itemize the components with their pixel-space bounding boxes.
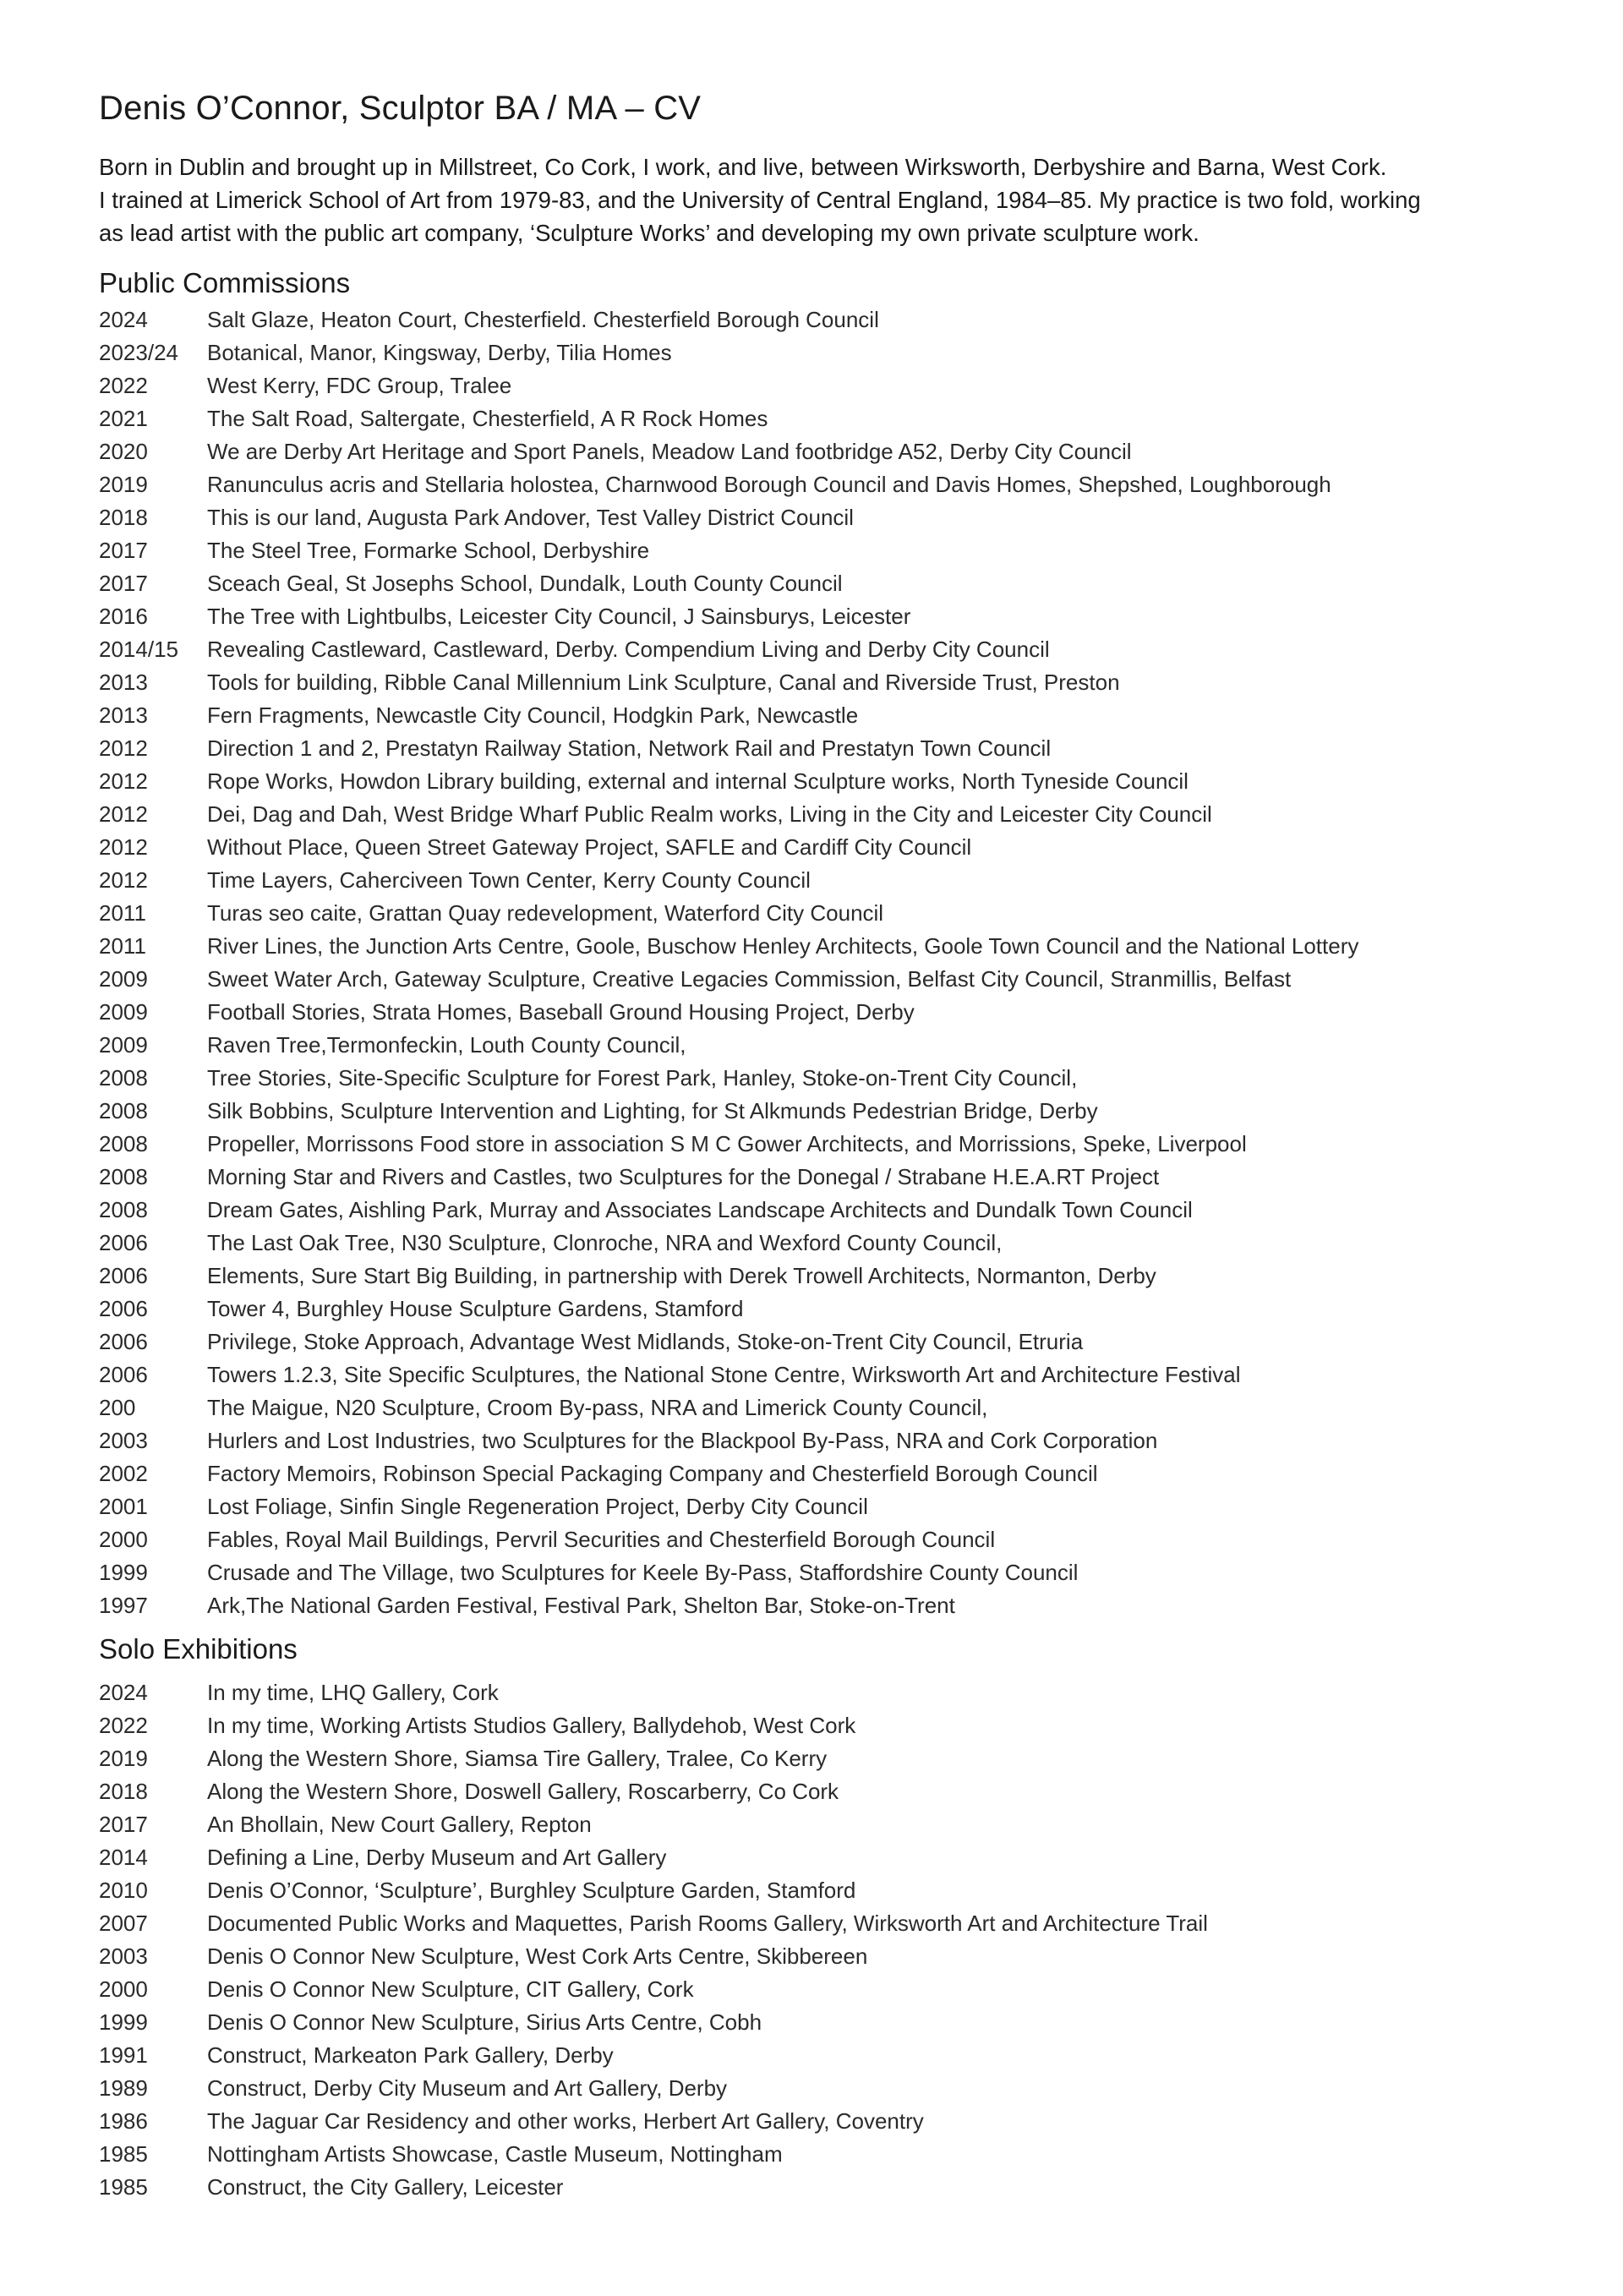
entry-description: West Kerry, FDC Group, Tralee	[207, 373, 512, 398]
entry-year: 2012	[99, 735, 148, 761]
list-item	[99, 1907, 1553, 1940]
entry-year: 2006	[99, 1263, 148, 1288]
intro-line: I trained at Limerick School of Art from 1979-83, and the University of Central England, 1984–85. My practice is two fold, working	[99, 187, 1421, 213]
list-item	[99, 1841, 1553, 1874]
entry-description: Along the Western Shore, Siamsa Tire Gallery, Tralee, Co Kerry	[207, 1746, 828, 1771]
list-item	[99, 831, 1553, 864]
list-item	[99, 1709, 1553, 1742]
list-item	[99, 1326, 1553, 1358]
entry-description: Dream Gates, Aishling Park, Murray and Associates Landscape Architects and Dundalk Town Council	[207, 1197, 1193, 1222]
list-item	[99, 666, 1553, 699]
list-item	[99, 534, 1553, 567]
entry-year: 2020	[99, 439, 148, 464]
entry-year: 2019	[99, 472, 148, 497]
entry-description: Salt Glaze, Heaton Court, Chesterfield. Chesterfield Borough Council	[207, 307, 879, 332]
entry-description: Factory Memoirs, Robinson Special Packaging Company and Chesterfield Borough Council	[207, 1461, 1098, 1486]
entry-year: 2024	[99, 1680, 148, 1705]
list-item	[99, 1775, 1553, 1808]
entry-year: 2014	[99, 1845, 148, 1870]
entry-description: The Salt Road, Saltergate, Chesterfield, A R Rock Homes	[207, 406, 768, 431]
entry-year: 2009	[99, 999, 148, 1025]
entry-description: Crusade and The Village, two Sculptures for Keele By-Pass, Staffordshire County Council	[207, 1560, 1079, 1585]
entry-year: 2022	[99, 1713, 148, 1738]
list-item	[99, 699, 1553, 732]
entry-description: Tower 4, Burghley House Sculpture Gardens, Stamford	[207, 1296, 744, 1321]
solo-exhibitions-heading: Solo Exhibitions	[99, 1633, 298, 1665]
entry-year: 2011	[99, 900, 146, 926]
entry-description: Morning Star and Rivers and Castles, two Sculptures for the Donegal / Strabane H.E.A.RT Project	[207, 1164, 1160, 1189]
list-item	[99, 1391, 1553, 1424]
intro-line: Born in Dublin and brought up in Millstreet, Co Cork, I work, and live, between Wirksworth, Derbyshire and Barna, West Cork.	[99, 154, 1387, 180]
entry-year: 2013	[99, 702, 148, 728]
entry-description: In my time, LHQ Gallery, Cork	[207, 1680, 499, 1705]
list-item	[99, 1260, 1553, 1293]
entry-description: Documented Public Works and Maquettes, Parish Rooms Gallery, Wirksworth Art and Architecture Trail	[207, 1911, 1208, 1936]
list-item	[99, 1457, 1553, 1490]
list-item	[99, 1523, 1553, 1556]
list-item	[99, 633, 1553, 666]
list-item	[99, 798, 1553, 831]
entry-year: 2008	[99, 1065, 148, 1091]
entry-description: The Steel Tree, Formarke School, Derbyshire	[207, 538, 650, 563]
list-item	[99, 303, 1553, 336]
list-item	[99, 1742, 1553, 1775]
list-item	[99, 732, 1553, 765]
entry-year: 1997	[99, 1593, 148, 1618]
entry-year: 2021	[99, 406, 148, 431]
entry-description: Without Place, Queen Street Gateway Project, SAFLE and Cardiff City Council	[207, 834, 972, 860]
entry-year: 2018	[99, 505, 148, 530]
entry-description: Turas seo caite, Grattan Quay redevelopment, Waterford City Council	[207, 900, 884, 926]
entry-year: 2001	[99, 1494, 148, 1519]
entry-year: 2008	[99, 1164, 148, 1189]
public-commissions-heading: Public Commissions	[99, 267, 351, 298]
list-item	[99, 501, 1553, 534]
entry-description: An Bhollain, New Court Gallery, Repton	[207, 1812, 592, 1837]
list-item	[99, 435, 1553, 468]
list-item	[99, 1095, 1553, 1128]
entry-description: Along the Western Shore, Doswell Gallery, Roscarberry, Co Cork	[207, 1779, 839, 1804]
list-item	[99, 1808, 1553, 1841]
entry-year: 2014/15	[99, 637, 178, 662]
list-item	[99, 963, 1553, 996]
entry-description: Denis O Connor New Sculpture, Sirius Arts Centre, Cobh	[207, 2009, 762, 2035]
list-item	[99, 897, 1553, 930]
entry-description: Privilege, Stoke Approach, Advantage West Midlands, Stoke-on-Trent City Council, Etruria	[207, 1329, 1084, 1354]
entry-year: 1991	[99, 2042, 148, 2068]
entry-year: 2012	[99, 867, 148, 893]
list-item	[99, 336, 1553, 369]
entry-description: We are Derby Art Heritage and Sport Panels, Meadow Land footbridge A52, Derby City Council	[207, 439, 1132, 464]
entry-description: Botanical, Manor, Kingsway, Derby, Tilia Homes	[207, 340, 672, 365]
entry-description: Nottingham Artists Showcase, Castle Museum, Nottingham	[207, 2141, 783, 2167]
entry-description: Tree Stories, Site-Specific Sculpture for Forest Park, Hanley, Stoke-on-Trent City Council,	[207, 1065, 1078, 1091]
entry-description: Fern Fragments, Newcastle City Council, Hodgkin Park, Newcastle	[207, 702, 859, 728]
entry-description: Raven Tree,Termonfeckin, Louth County Council,	[207, 1032, 686, 1058]
entry-year: 2006	[99, 1230, 148, 1255]
entry-description: Denis O Connor New Sculpture, CIT Gallery, Cork	[207, 1976, 694, 2002]
list-item	[99, 1589, 1553, 1622]
entry-year: 2017	[99, 538, 148, 563]
entry-year: 2012	[99, 768, 148, 794]
entry-description: Ark,The National Garden Festival, Festival Park, Shelton Bar, Stoke-on-Trent	[207, 1593, 955, 1618]
entry-year: 1985	[99, 2141, 148, 2167]
entry-year: 2003	[99, 1943, 148, 1969]
entry-year: 2006	[99, 1362, 148, 1387]
entry-year: 2012	[99, 834, 148, 860]
entry-year: 2012	[99, 801, 148, 827]
list-item	[99, 930, 1553, 963]
entry-description: Construct, the City Gallery, Leicester	[207, 2174, 564, 2200]
entry-description: The Tree with Lightbulbs, Leicester City Council, J Sainsburys, Leicester	[207, 604, 911, 629]
list-item	[99, 1161, 1553, 1194]
entry-year: 1986	[99, 2108, 148, 2134]
entry-year: 2007	[99, 1911, 148, 1936]
entry-year: 1999	[99, 2009, 148, 2035]
entry-description: Sweet Water Arch, Gateway Sculpture, Creative Legacies Commission, Belfast City Council, Stranmillis, Belfast	[207, 966, 1292, 992]
entry-description: Dei, Dag and Dah, West Bridge Wharf Public Realm works, Living in the City and Leicester City Council	[207, 801, 1212, 827]
list-item	[99, 402, 1553, 435]
entry-description: Rope Works, Howdon Library building, external and internal Sculpture works, North Tyneside Council	[207, 768, 1189, 794]
entry-description: Time Layers, Caherciveen Town Center, Kerry County Council	[207, 867, 811, 893]
entry-year: 2013	[99, 670, 148, 695]
entry-description: This is our land, Augusta Park Andover, Test Valley District Council	[207, 505, 854, 530]
entry-year: 2017	[99, 571, 148, 596]
entry-year: 2011	[99, 933, 146, 959]
list-item	[99, 567, 1553, 600]
list-item	[99, 2171, 1553, 2204]
entry-description: Direction 1 and 2, Prestatyn Railway Station, Network Rail and Prestatyn Town Council	[207, 735, 1052, 761]
entry-description: Construct, Derby City Museum and Art Gallery, Derby	[207, 2075, 728, 2101]
public-commissions-list	[99, 303, 1553, 1622]
list-item	[99, 1940, 1553, 1973]
entry-description: Lost Foliage, Sinfin Single Regeneration Project, Derby City Council	[207, 1494, 868, 1519]
entry-description: Defining a Line, Derby Museum and Art Gallery	[207, 1845, 667, 1870]
entry-year: 2008	[99, 1131, 148, 1156]
entry-description: Denis O’Connor, ‘Sculpture’, Burghley Sculpture Garden, Stamford	[207, 1878, 856, 1903]
entry-year: 2008	[99, 1197, 148, 1222]
list-item	[99, 1358, 1553, 1391]
intro-line: as lead artist with the public art company, ‘Sculpture Works’ and developing my own private sculpture work.	[99, 220, 1199, 246]
intro-paragraph	[99, 150, 1553, 249]
entry-year: 2003	[99, 1428, 148, 1453]
entry-year: 2006	[99, 1329, 148, 1354]
list-item	[99, 1029, 1553, 1062]
entry-year: 2000	[99, 1976, 148, 2002]
list-item	[99, 600, 1553, 633]
entry-description: River Lines, the Junction Arts Centre, Goole, Buschow Henley Architects, Goole Town Council and the National Lottery	[207, 933, 1359, 959]
entry-year: 2024	[99, 307, 148, 332]
entry-year: 2009	[99, 966, 148, 992]
list-item	[99, 1128, 1553, 1161]
entry-description: Revealing Castleward, Castleward, Derby. Compendium Living and Derby City Council	[207, 637, 1050, 662]
entry-year: 2002	[99, 1461, 148, 1486]
entry-description: Sceach Geal, St Josephs School, Dundalk, Louth County Council	[207, 571, 843, 596]
list-item	[99, 1194, 1553, 1227]
list-item	[99, 1062, 1553, 1095]
entry-description: The Maigue, N20 Sculpture, Croom By-pass, NRA and Limerick County Council,	[207, 1395, 988, 1420]
entry-year: 1989	[99, 2075, 148, 2101]
entry-year: 2017	[99, 1812, 148, 1837]
entry-year: 2016	[99, 604, 148, 629]
entry-year: 2006	[99, 1296, 148, 1321]
list-item	[99, 996, 1553, 1029]
list-item	[99, 2138, 1553, 2171]
entry-description: Fables, Royal Mail Buildings, Pervril Securities and Chesterfield Borough Council	[207, 1527, 996, 1552]
entry-description: Ranunculus acris and Stellaria holostea, Charnwood Borough Council and Davis Homes, Shepshed, Loughborough	[207, 472, 1331, 497]
entry-description: Silk Bobbins, Sculpture Intervention and Lighting, for St Alkmunds Pedestrian Bridge, Derby	[207, 1098, 1098, 1123]
entry-year: 1999	[99, 1560, 148, 1585]
entry-year: 2010	[99, 1878, 148, 1903]
list-item	[99, 864, 1553, 897]
cv-document	[99, 88, 1553, 2204]
entry-description: Propeller, Morrissons Food store in association S M C Gower Architects, and Morrissions, Speke, Liverpool	[207, 1131, 1247, 1156]
entry-year: 2023/24	[99, 340, 178, 365]
entry-description: Hurlers and Lost Industries, two Sculptures for the Blackpool By-Pass, NRA and Cork Corporation	[207, 1428, 1158, 1453]
entry-year: 1985	[99, 2174, 148, 2200]
list-item	[99, 1227, 1553, 1260]
list-item	[99, 1676, 1553, 1709]
entry-description: Towers 1.2.3, Site Specific Sculptures, the National Stone Centre, Wirksworth Art and Architecture Festival	[207, 1362, 1241, 1387]
list-item	[99, 2006, 1553, 2039]
solo-exhibitions-list	[99, 1676, 1553, 2204]
entry-description: Football Stories, Strata Homes, Baseball Ground Housing Project, Derby	[207, 999, 915, 1025]
entry-year: 200	[99, 1395, 136, 1420]
list-item	[99, 2072, 1553, 2105]
list-item	[99, 468, 1553, 501]
entry-description: Tools for building, Ribble Canal Millennium Link Sculpture, Canal and Riverside Trust, Preston	[207, 670, 1120, 695]
list-item	[99, 2105, 1553, 2138]
list-item	[99, 1490, 1553, 1523]
list-item	[99, 369, 1553, 402]
entry-year: 2022	[99, 373, 148, 398]
list-item	[99, 1973, 1553, 2006]
list-item	[99, 1556, 1553, 1589]
entry-description: Elements, Sure Start Big Building, in partnership with Derek Trowell Architects, Normanton, Derby	[207, 1263, 1156, 1288]
entry-year: 2019	[99, 1746, 148, 1771]
entry-year: 2018	[99, 1779, 148, 1804]
entry-year: 2009	[99, 1032, 148, 1058]
list-item	[99, 1293, 1553, 1326]
entry-description: Denis O Connor New Sculpture, West Cork Arts Centre, Skibbereen	[207, 1943, 868, 1969]
list-item	[99, 1424, 1553, 1457]
list-item	[99, 2039, 1553, 2072]
list-item	[99, 1874, 1553, 1907]
entry-description: The Last Oak Tree, N30 Sculpture, Clonroche, NRA and Wexford County Council,	[207, 1230, 1003, 1255]
page-title: Denis O’Connor, Sculptor BA / MA – CV	[99, 90, 702, 127]
list-item	[99, 765, 1553, 798]
entry-year: 2000	[99, 1527, 148, 1552]
entry-year: 2008	[99, 1098, 148, 1123]
entry-description: In my time, Working Artists Studios Gallery, Ballydehob, West Cork	[207, 1713, 856, 1738]
entry-description: The Jaguar Car Residency and other works, Herbert Art Gallery, Coventry	[207, 2108, 924, 2134]
entry-description: Construct, Markeaton Park Gallery, Derby	[207, 2042, 614, 2068]
